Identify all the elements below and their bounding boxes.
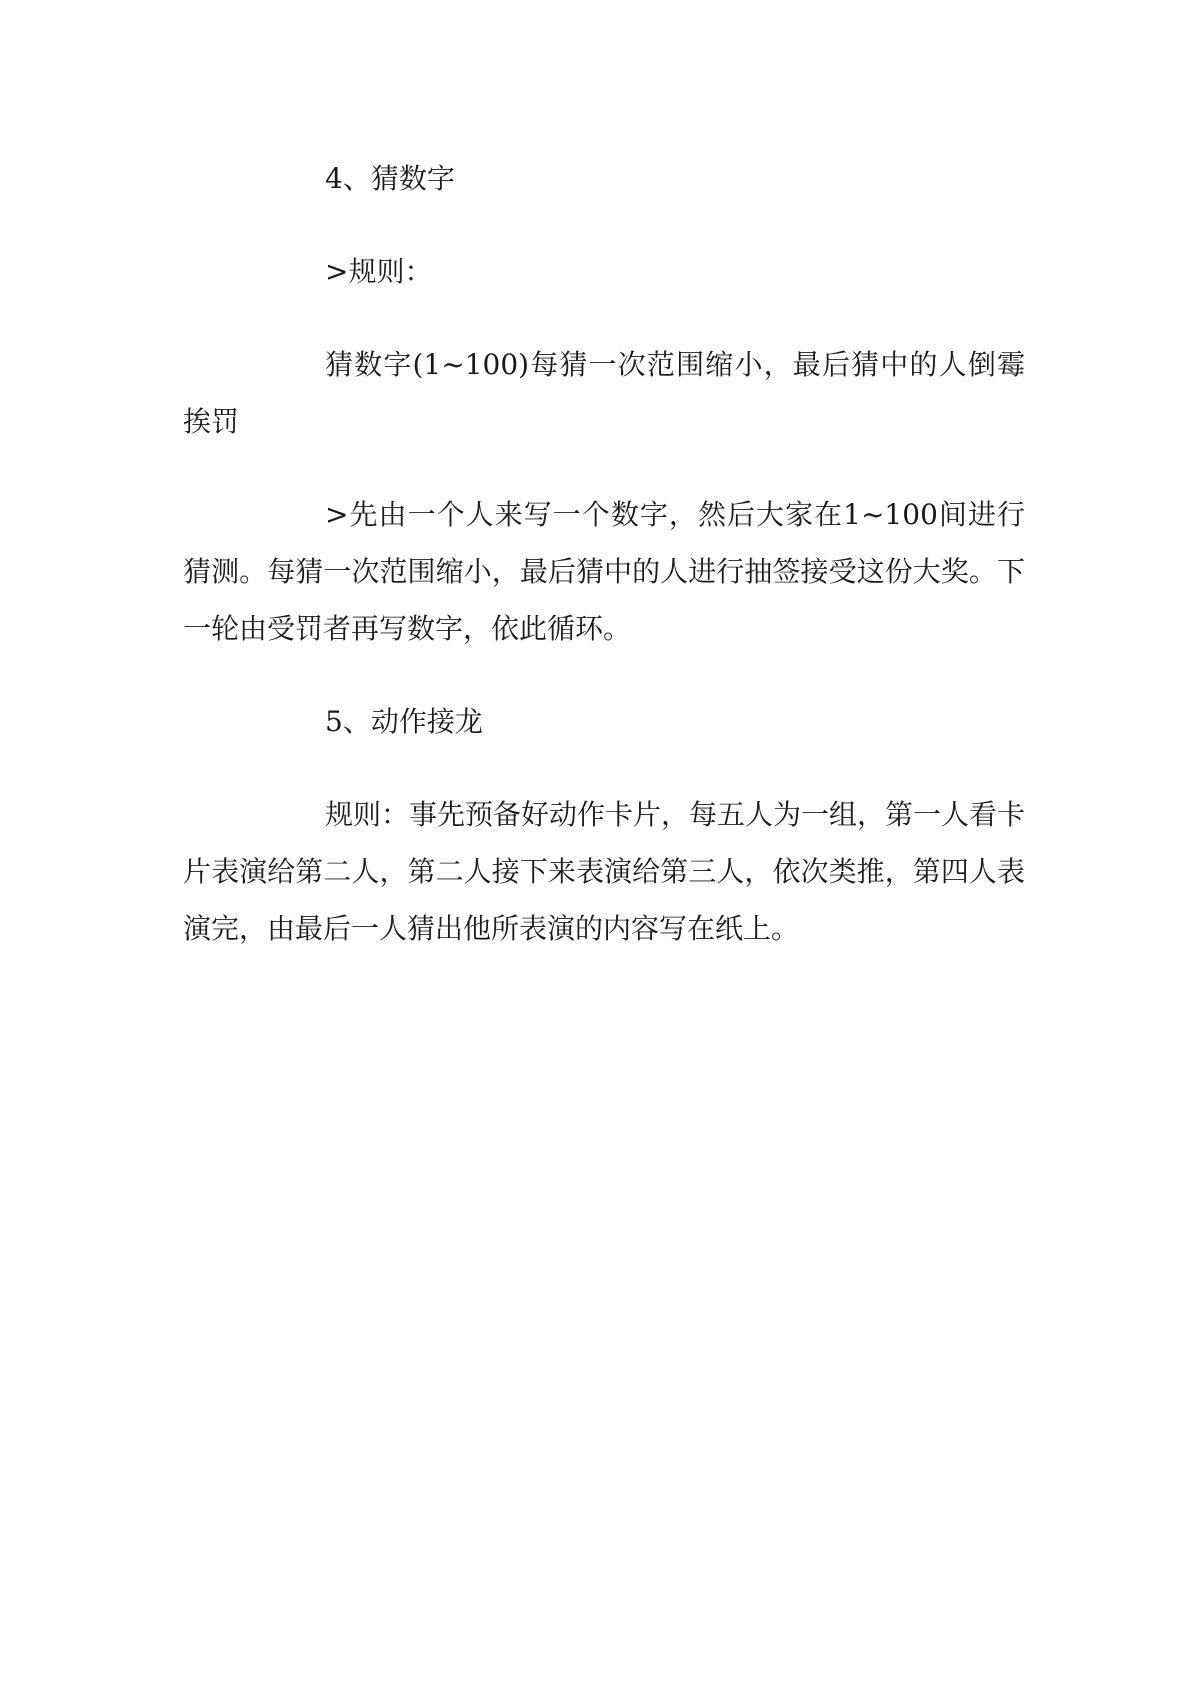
guess-number-summary: 猜数字(1~100)每猜一次范围缩小，最后猜中的人倒霉挨罚 (183, 348, 1025, 438)
section-heading-guess-number: 4、猜数字 (325, 162, 455, 195)
section-heading-action-relay: 5、动作接龙 (325, 705, 483, 738)
rules-label: >规则： (325, 255, 433, 288)
guess-number-rules-text: >先由一个人来写一个数字，然后大家在1~100间进行猜测。每猜一次范围缩小，最后猜中的人进行抽签接受这份大奖。下一轮由受罚者再写数字，依此循环。 (183, 498, 1025, 645)
action-relay-rules-text: 规则：事先预备好动作卡片，每五人为一组，第一人看卡片表演给第二人，第二人接下来表演给第三人，依次类推，第四人表演完，由最后一人猜出他所表演的内容写在纸上。 (183, 798, 1026, 945)
document-body (183, 150, 1025, 993)
